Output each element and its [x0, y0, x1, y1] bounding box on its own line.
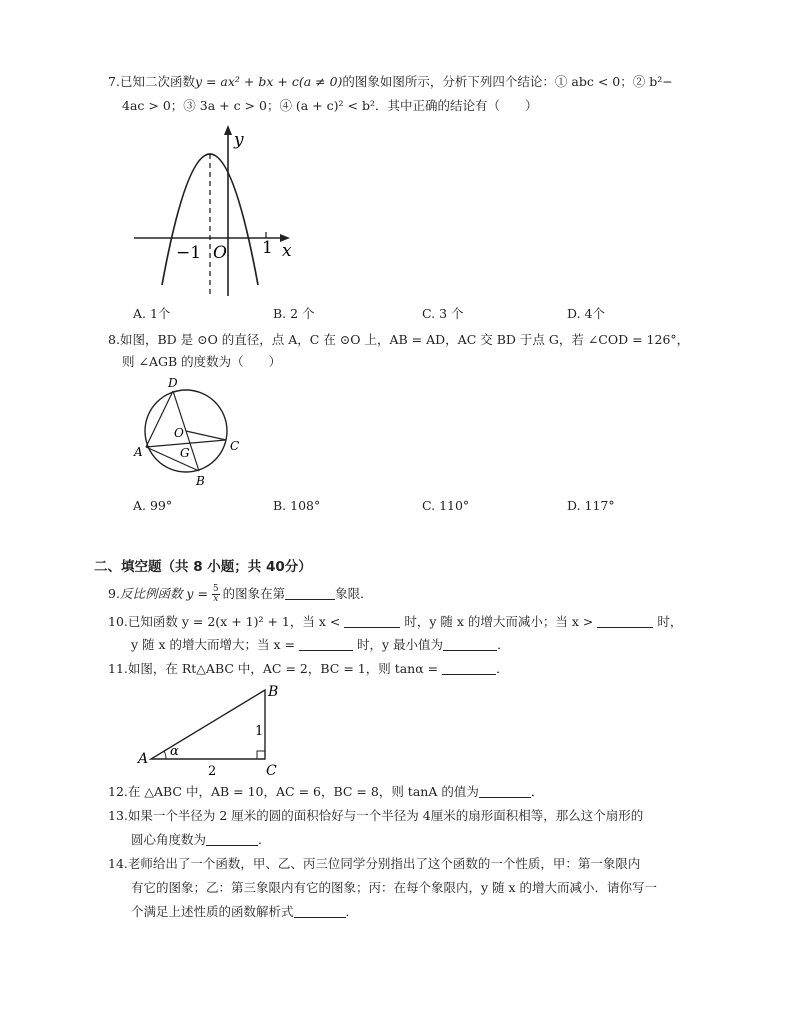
q8-circle-figure — [130, 374, 250, 494]
q11-label-two: 2 — [208, 764, 217, 779]
q12-number: 12. — [108, 784, 128, 799]
q9-fraction — [212, 585, 220, 604]
q11-label-c: C — [266, 763, 277, 779]
q8-option-c[interactable]: C. 110° — [422, 498, 470, 513]
q13-text-1: 如果一个半径为 2 厘米的圆的面积恰好与一个半径为 4厘米的扇形面积相等，那么这个扇形的 — [127, 808, 644, 823]
q11-angle-arc — [164, 751, 166, 759]
section2-title: 二、填空题（共 8 小题；共 40分） — [94, 559, 312, 575]
q7-text-b: 的图象如图所示，分析下列四个结论：① abc < 0；② b²− — [342, 74, 673, 89]
q14-blank[interactable] — [294, 904, 346, 918]
q10-number: 10. — [108, 614, 128, 629]
q12-text-b: ． — [530, 784, 544, 799]
q7-formula: y = ax² + bx + c(a ≠ 0) — [194, 74, 343, 89]
q9-blank[interactable] — [285, 586, 335, 600]
q14-line2: 有它的图象；乙：第三象限内有它的图象；丙：在每个象限内，y 随 x 的增大而减小．请你写一 — [131, 880, 658, 895]
q7-parabola-graph — [128, 120, 303, 298]
q10-blank-2[interactable] — [597, 614, 653, 628]
q12-line — [108, 782, 543, 802]
q10-text-2b: 时，y 最小值为 — [357, 637, 444, 652]
q7-line2: 4ac > 0；③ 3a + c > 0；④ (a + c)² < b²．其中正确的结论有（ ） — [122, 98, 538, 113]
q7-y-label: y — [234, 130, 244, 150]
q13-text-2b: ． — [258, 832, 271, 847]
q8-option-d[interactable]: D. 117° — [567, 498, 615, 513]
q13-line1 — [108, 806, 643, 826]
q7-text-a: 已知二次函数 — [119, 74, 195, 89]
q8-line2: 则 ∠AGB 的度数为（ ） — [122, 354, 282, 369]
q7-y-arrow — [224, 125, 232, 135]
q10-blank-3[interactable] — [299, 637, 353, 651]
q14-line3 — [131, 902, 358, 922]
q12-blank[interactable] — [479, 784, 531, 798]
q9-text-c: 象限． — [335, 586, 373, 601]
q7-line1 — [108, 72, 673, 92]
q7-origin-label: O — [213, 243, 227, 263]
q10-blank-1[interactable] — [344, 614, 400, 628]
q8-option-b[interactable]: B. 108° — [273, 498, 321, 513]
q10-text-1c: 时， — [657, 614, 683, 629]
q11-label-a: A — [138, 751, 149, 767]
q13-line2 — [131, 830, 271, 850]
q10-line1 — [108, 612, 682, 632]
q9-number: 9. — [108, 586, 120, 601]
q9-frac-den: x — [213, 594, 219, 604]
q9-text-b: 的图象在第 — [222, 586, 286, 601]
q14-number: 14. — [108, 856, 128, 871]
q8-text: 如图，BD 是 ⊙O 的直径，点 A，C 在 ⊙O 上，AB = AD，AC 交 BD 于点 G，若 ∠COD = 126°， — [119, 332, 690, 347]
q14-text-3b: ． — [345, 904, 359, 919]
q13-blank[interactable] — [206, 832, 258, 846]
q10-text-1b: 时，y 随 x 的增大而减小；当 x > — [404, 614, 594, 629]
q11-text-b: ． — [496, 661, 509, 676]
q8-label-g: G — [180, 446, 190, 460]
q11-triangle — [151, 690, 265, 759]
q10-blank-4[interactable] — [443, 637, 497, 651]
q11-label-one: 1 — [255, 724, 264, 739]
q11-triangle-figure — [135, 680, 295, 780]
q7-option-a[interactable]: A. 1个 — [133, 306, 171, 321]
q8-segment-oc — [186, 431, 226, 440]
q7-number: 7. — [108, 74, 120, 89]
q10-text-2a: y 随 x 的增大而增大；当 x = — [131, 637, 296, 652]
q8-label-d: D — [168, 376, 178, 390]
q8-label-c: C — [230, 439, 240, 453]
q7-option-d[interactable]: D. 4个 — [567, 306, 605, 321]
q8-number: 8. — [108, 332, 120, 347]
q7-x-label: x — [282, 241, 292, 261]
q13-text-2a: 圆心角度数为 — [131, 832, 207, 847]
q11-line — [108, 659, 509, 679]
q11-blank[interactable] — [442, 661, 496, 675]
q9-frac-num: 5 — [212, 584, 219, 594]
q11-number: 11. — [108, 661, 128, 676]
q11-label-b: B — [268, 684, 279, 700]
q12-text-a: 在 △ABC 中，AB = 10，AC = 6，BC = 8，则 tanA 的值为 — [127, 784, 479, 799]
q7-neg-one-label: −1 — [176, 243, 202, 263]
q8-segment-ab — [146, 447, 199, 471]
q14-line1 — [108, 854, 640, 874]
q7-option-b[interactable]: B. 2 个 — [273, 306, 315, 321]
q8-label-o: O — [174, 426, 184, 440]
q7-option-c[interactable]: C. 3 个 — [422, 306, 464, 321]
q8-option-a[interactable]: A. 99° — [133, 498, 173, 513]
q11-text-a: 如图，在 Rt△ABC 中，AC = 2，BC = 1，则 tanα = — [127, 661, 439, 676]
q8-label-b: B — [196, 474, 205, 488]
q9-line — [108, 584, 373, 604]
q7-one-label: 1 — [262, 238, 273, 258]
q10-text-2c: ． — [497, 637, 510, 652]
q9-text-a: 反比例函数 y = — [119, 586, 212, 601]
q14-text-3a: 个满足上述性质的函数解析式 — [131, 904, 294, 919]
q10-text-1a: 已知函数 y = 2(x + 1)² + 1，当 x < — [127, 614, 341, 629]
q13-number: 13. — [108, 808, 128, 823]
q11-label-alpha: α — [170, 744, 179, 759]
q14-text-1: 老师给出了一个函数，甲、乙、丙三位同学分别指出了这个函数的一个性质，甲：第一象限内 — [127, 856, 641, 871]
q10-line2 — [131, 635, 510, 655]
q8-line1 — [108, 330, 689, 350]
q8-label-a: A — [134, 445, 143, 459]
q11-right-angle-mark — [257, 751, 265, 759]
